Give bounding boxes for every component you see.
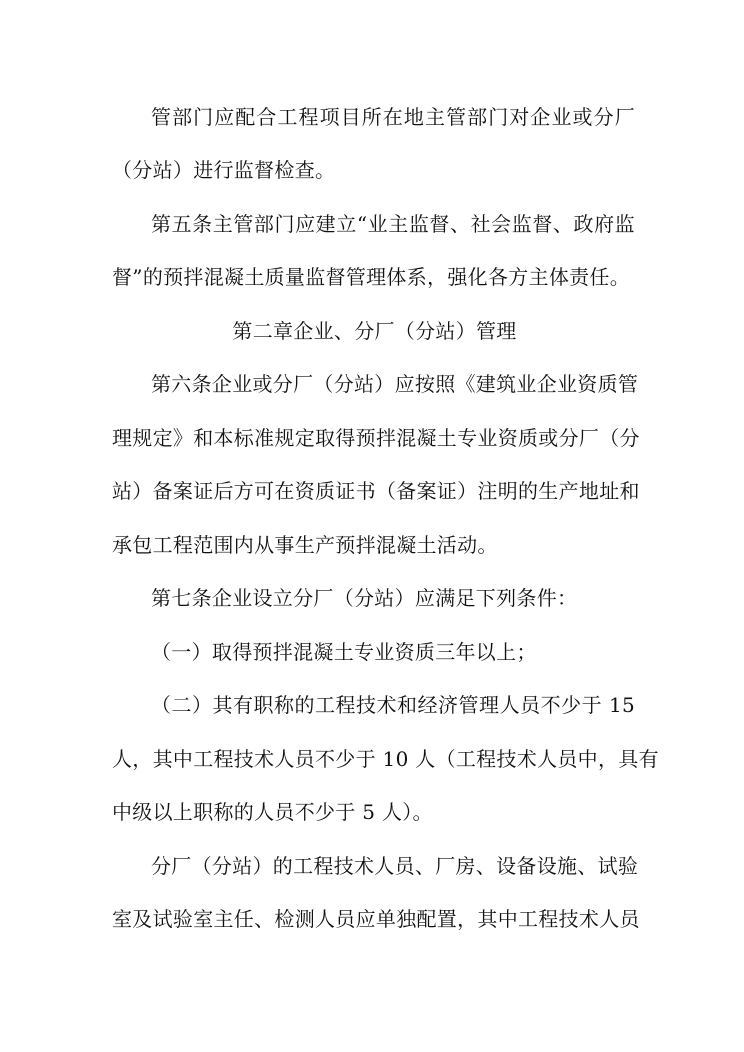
text-line: （分站）进行监督检查。 (112, 158, 336, 182)
text-line: 人，其中工程技术人员不少于 10 人（工程技术人员中，具有 (112, 747, 659, 771)
text-line: 室及试验室主任、检测人员应单独配置，其中工程技术人员 (112, 907, 640, 931)
text-line: （二）其有职称的工程技术和经济管理人员不少于 15 (151, 693, 635, 717)
text-line: 第六条企业或分厂（分站）应按照《建筑业企业资质管 (151, 372, 639, 396)
text-line: 管部门应配合工程项目所在地主管部门对企业或分厂 (151, 105, 635, 129)
text-line: 理规定》和本标准规定取得预拌混凝土专业资质或分厂（分 (112, 426, 640, 450)
text-line: 承包工程范围内从事生产预拌混凝土活动。 (112, 533, 498, 557)
text-line: 第七条企业设立分厂（分站）应满足下列条件： (151, 586, 578, 610)
chapter-heading: 第二章企业、分厂（分站）管理 (232, 319, 517, 343)
text-line: （一）取得预拌混凝土专业资质三年以上； (151, 640, 537, 664)
text-line: 中级以上职称的人员不少于 5 人）。 (112, 800, 433, 824)
text-line: 督”的预拌混凝土质量监督管理体系，强化各方主体责任。 (112, 265, 631, 289)
text-line: 第五条主管部门应建立“业主监督、社会监督、政府监 (151, 212, 635, 236)
text-line: 站）备案证后方可在资质证书（备案证）注明的生产地址和 (112, 479, 640, 503)
text-line: 分厂（分站）的工程技术人员、厂房、设备设施、试验 (151, 854, 639, 878)
